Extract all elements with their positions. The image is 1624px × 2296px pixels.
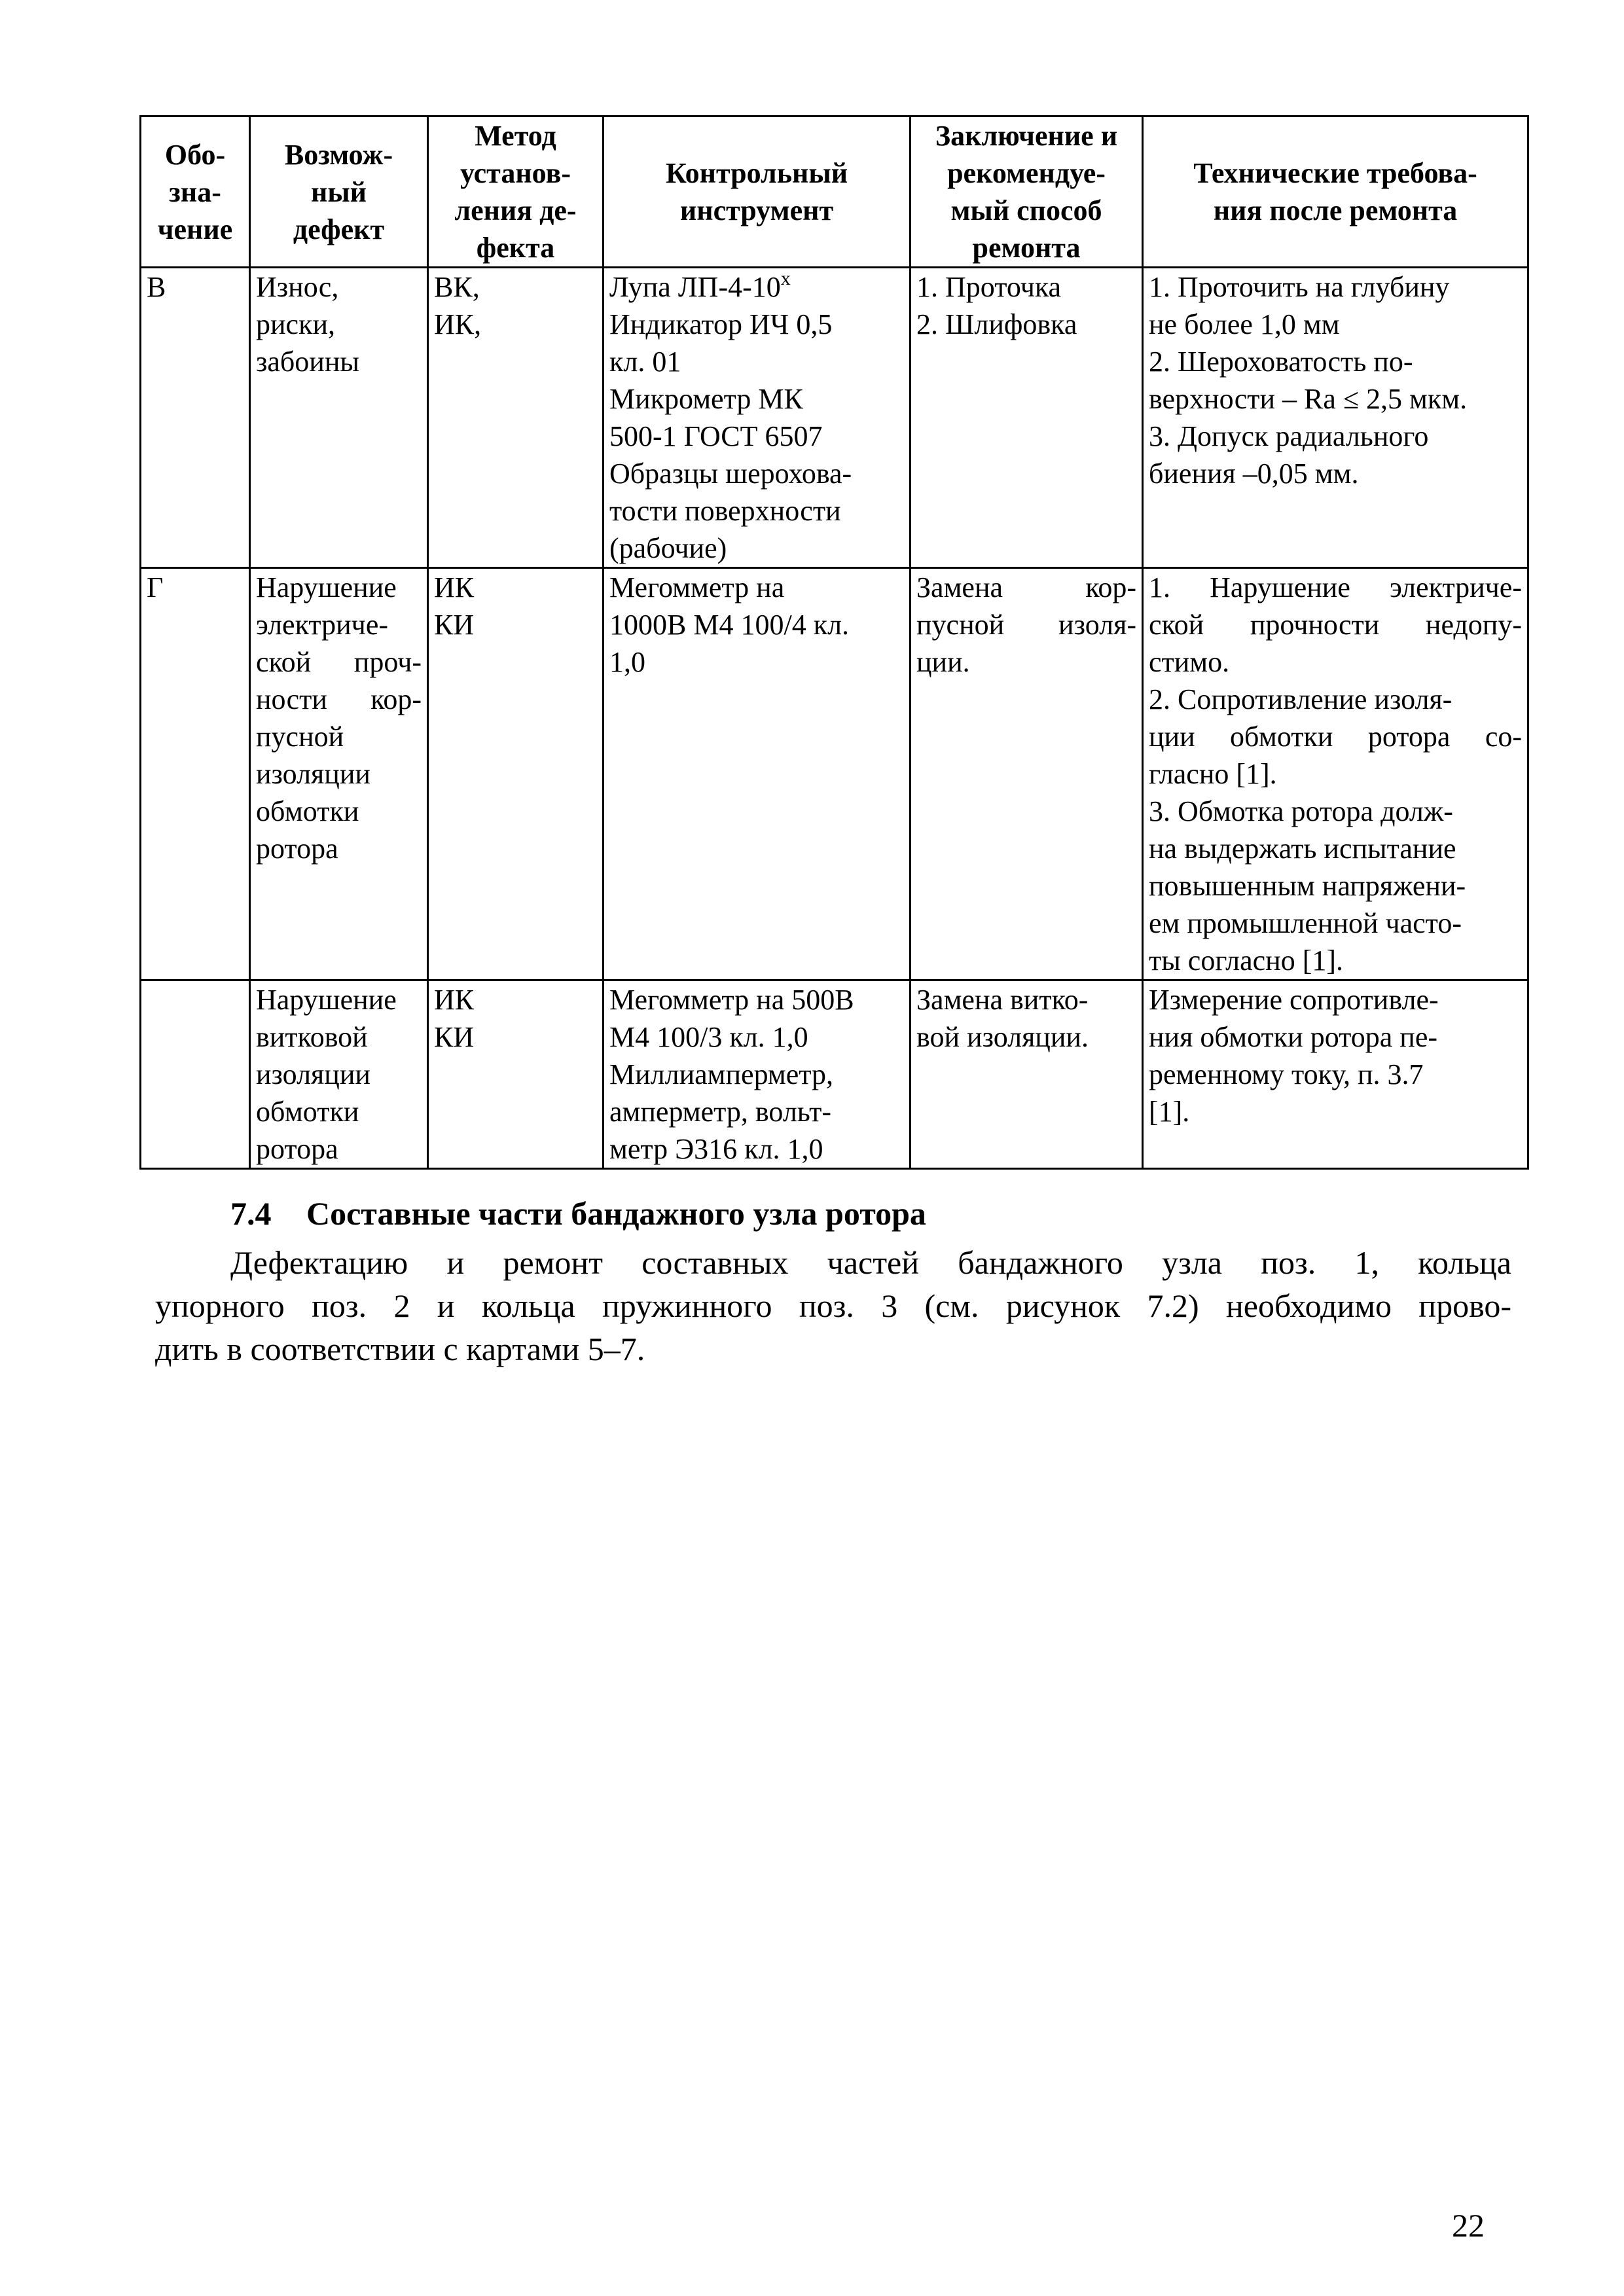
table-row bbox=[141, 980, 1528, 1169]
cell-conclusion: Замена кор- пусной изоля- ции. bbox=[911, 568, 1143, 980]
header-requirements: Технические требова- ния после ремонта bbox=[1143, 117, 1528, 268]
section-number: 7.4 bbox=[230, 1195, 272, 1232]
paragraph-line: упорного поз. 2 и кольца пружинного поз. 3 (см. рисунок 7.2) необходимо прово- bbox=[155, 1287, 1511, 1324]
paragraph-line: Дефектацию и ремонт составных частей бандажного узла поз. 1, кольца bbox=[230, 1244, 1511, 1281]
header-method: Метод установ- ления де- фекта bbox=[428, 117, 604, 268]
cell-requirements: Измерение сопротивле- ния обмотки ротора пе- ременному току, п. 3.7 [1]. bbox=[1143, 980, 1528, 1169]
cell-conclusion: 1. Проточка 2. Шлифовка bbox=[911, 268, 1143, 568]
page-number: 22 bbox=[1452, 2207, 1485, 2244]
cell-instrument: Мегомметр на 1000В М4 100/4 кл. 1,0 bbox=[604, 568, 911, 980]
section-title: Составные части бандажного узла ротора bbox=[306, 1195, 926, 1232]
cell-method: ИК КИ bbox=[428, 568, 604, 980]
section-heading bbox=[230, 1193, 926, 1234]
table-row bbox=[141, 568, 1528, 980]
body-paragraph bbox=[155, 1241, 1511, 1371]
defect-table bbox=[139, 115, 1529, 1170]
header-defect: Возмож- ный дефект bbox=[250, 117, 428, 268]
cell-conclusion: Замена витко- вой изоляции. bbox=[911, 980, 1143, 1169]
cell-requirements: 1. Проточить на глубину не более 1,0 мм 2. Шероховатость по- верхности – Ra ≤ 2,5 мкм. 3. Допуск радиального биения –0,05 мм. bbox=[1143, 268, 1528, 568]
cell-defect: Нарушение витковой изоляции обмотки ротора bbox=[250, 980, 428, 1169]
header-conclusion: Заключение и рекомендуе- мый способ ремонта bbox=[911, 117, 1143, 268]
table-row bbox=[141, 268, 1528, 568]
cell-requirements: 1. Нарушение электриче- ской прочности недопу- стимо. 2. Сопротивление изоля- ции обмотки ротора со- гласно [1]. 3. Обмотка ротора долж- на выдержать испытание повышенным напряжени- ем промышленной часто- ты согласно [1]. bbox=[1143, 568, 1528, 980]
table-header-row bbox=[141, 117, 1528, 268]
cell-method: ИК КИ bbox=[428, 980, 604, 1169]
header-designation: Обо- зна- чение bbox=[141, 117, 250, 268]
paragraph-line: дить в соответствии с картами 5–7. bbox=[155, 1331, 645, 1367]
cell-defect: Износ, риски, забоины bbox=[250, 268, 428, 568]
cell-method: ВК, ИК, bbox=[428, 268, 604, 568]
cell-designation: В bbox=[141, 268, 250, 568]
header-instrument: Контрольный инструмент bbox=[604, 117, 911, 268]
cell-designation bbox=[141, 980, 250, 1169]
cell-defect: Нарушение электриче- ской проч- ности кор- пусной изоляции обмотки ротора bbox=[250, 568, 428, 980]
cell-designation: Г bbox=[141, 568, 250, 980]
cell-instrument: Лупа $ЛП-4-10^х$ Индикатор ИЧ 0,5 кл. 01 Микрометр МК 500-1 ГОСТ 6507 Образцы шерохова- тости поверхности (рабочие) bbox=[604, 268, 911, 568]
cell-instrument: Мегомметр на 500В М4 100/3 кл. 1,0 Миллиамперметр, амперметр, вольт- метр Э316 кл. 1,0 bbox=[604, 980, 911, 1169]
